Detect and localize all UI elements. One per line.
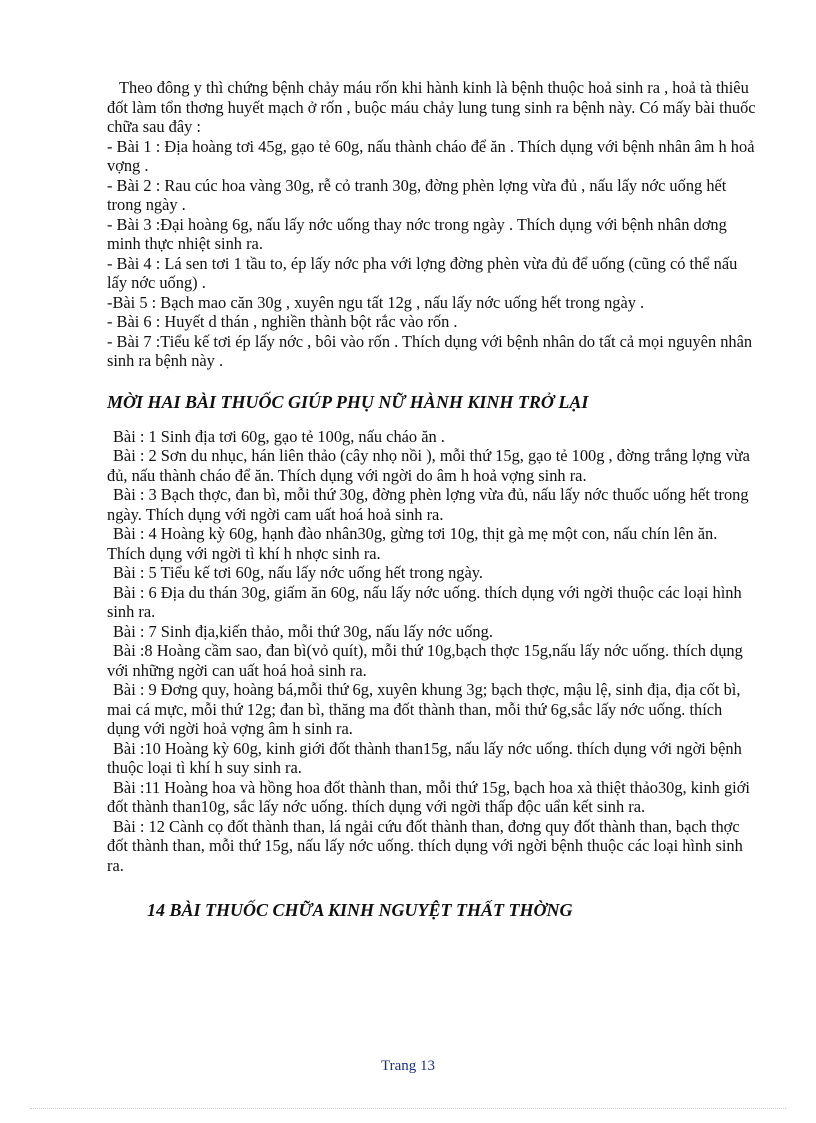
remedy-item: Bài : 3 Bạch thợc, đan bì, mỗi thứ 30g, đờng phèn lợng vừa đủ, nấu lấy nớc thuốc uống hết trong ngày. Thích dụng với ngời cam uất hoá hoả sinh ra. bbox=[107, 485, 749, 524]
remedy-list-2 bbox=[107, 427, 759, 876]
section-heading-1: MỜI HAI BÀI THUỐC GIÚP PHỤ NỮ HÀNH KINH TRỞ LẠI bbox=[107, 391, 589, 412]
remedy-item: Bài : 12 Cành cọ đốt thành than, lá ngải cứu đốt thành than, đơng quy đốt thành than, bạch thợc đốt thành than, mỗi thứ 15g, nấu lấy nớc uống. thích dụng với ngời bệnh thuộc các loại hình sinh ra. bbox=[107, 816, 743, 875]
remedy-item: Bài :11 Hoàng hoa và hồng hoa đốt thành than, mỗi thứ 15g, bạch hoa xà thiệt thảo30g, kinh giới đốt thành than10g, sắc lấy nớc uống. thích dụng với ngời thấp độc uẩn kết sinh ra. bbox=[107, 777, 750, 816]
remedy-item: Bài : 7 Sinh địa,kiến thảo, mỗi thứ 30g, nấu lấy nớc uống. bbox=[113, 621, 493, 641]
page-number: Trang 13 bbox=[380, 1058, 436, 1074]
remedy-item: Bài : 1 Sinh địa tơi 60g, gạo tẻ 100g, nấu cháo ăn . bbox=[113, 426, 445, 446]
remedy-list-1 bbox=[107, 137, 759, 371]
remedy-item: - Bài 3 :Đại hoàng 6g, nấu lấy nớc uống thay nớc trong ngày . Thích dụng với bệnh nhân dơng minh thực nhiệt sinh ra. bbox=[107, 214, 727, 253]
remedy-item: -Bài 5 : Bạch mao căn 30g , xuyên ngu tất 12g , nấu lấy nớc uống hết trong ngày . bbox=[107, 292, 645, 312]
remedy-item: - Bài 6 : Huyết d thán , nghiền thành bột rắc vào rốn . bbox=[107, 312, 458, 331]
section-heading-2: 14 BÀI THUỐC CHỮA KINH NGUYỆT THẤT THỜNG bbox=[147, 900, 573, 920]
page-content bbox=[107, 78, 759, 921]
remedy-item: - Bài 7 :Tiểu kế tơi ép lấy nớc , bôi vào rốn . Thích dụng với bệnh nhân do tất cả mọi nguyên nhân sinh ra bệnh này . bbox=[107, 331, 753, 370]
remedy-item: - Bài 1 : Địa hoàng tơi 45g, gạo tẻ 60g, nấu thành cháo để ăn . Thích dụng với bệnh nhân âm h hoả vợng . bbox=[107, 136, 755, 175]
remedy-item: Bài : 2 Sơn du nhục, hán liên thảo (cây nhọ nồi ), mỗi thứ 15g, gạo tẻ 100g , đờng trắng lợng vừa đủ, nấu thành cháo để ăn. Thích dụng với ngời do âm h hoả vợng sinh ra. bbox=[107, 446, 750, 485]
remedy-item: Bài : 6 Địa du thán 30g, giấm ăn 60g, nấu lấy nớc uống. thích dụng với ngời thuộc các loại hình sinh ra. bbox=[107, 582, 742, 621]
remedy-item: Bài : 5 Tiểu kế tơi 60g, nấu lấy nớc uống hết trong ngày. bbox=[113, 563, 483, 582]
remedy-item: Bài :10 Hoàng kỳ 60g, kinh giới đốt thành than15g, nấu lấy nớc uống. thích dụng với ngời bệnh thuộc loại tì khí h suy sinh ra. bbox=[107, 738, 742, 777]
remedy-item: - Bài 2 : Rau cúc hoa vàng 30g, rễ cỏ tranh 30g, đờng phèn lợng vừa đủ , nấu lấy nớc uống hết trong ngày . bbox=[107, 175, 727, 214]
footer-divider bbox=[30, 1108, 786, 1109]
remedy-item: Bài :8 Hoàng cầm sao, đan bì(vỏ quít), mỗi thứ 10g,bạch thợc 15g,nấu lấy nớc uống. thích dụng với những ngời can uất hoá hoả sinh ra. bbox=[107, 641, 743, 680]
intro-paragraph: Theo đông y thì chứng bệnh chảy máu rốn khi hành kinh là bệnh thuộc hoả sinh ra , hoả tà thiêu đốt làm tổn thơng huyết mạch ở rốn , buộc máu chảy lung tung sinh ra bệnh này. Có mấy bài thuốc chữa sau đây : bbox=[107, 78, 756, 136]
remedy-item: - Bài 4 : Lá sen tơi 1 tầu to, ép lấy nớc pha với lợng đờng phèn vừa đủ để uống (cũng có thể nấu lấy nớc uống) . bbox=[107, 253, 738, 292]
remedy-item: Bài : 4 Hoàng kỳ 60g, hạnh đào nhân30g, gừng tơi 10g, thịt gà mẹ một con, nấu chín lên ăn. Thích dụng với ngời tì khí h nhợc sinh ra. bbox=[107, 524, 718, 563]
remedy-item: Bài : 9 Đơng quy, hoàng bá,mỗi thứ 6g, xuyên khung 3g; bạch thợc, mậu lệ, sinh địa, địa cốt bì, mai cá mực, mỗi thứ 12g; đan bì, thăng ma đốt thành than, mỗi thứ 6g,sắc lấy nớc uống. thích dụng với ngời hoả vợng âm h sinh ra. bbox=[107, 680, 741, 738]
